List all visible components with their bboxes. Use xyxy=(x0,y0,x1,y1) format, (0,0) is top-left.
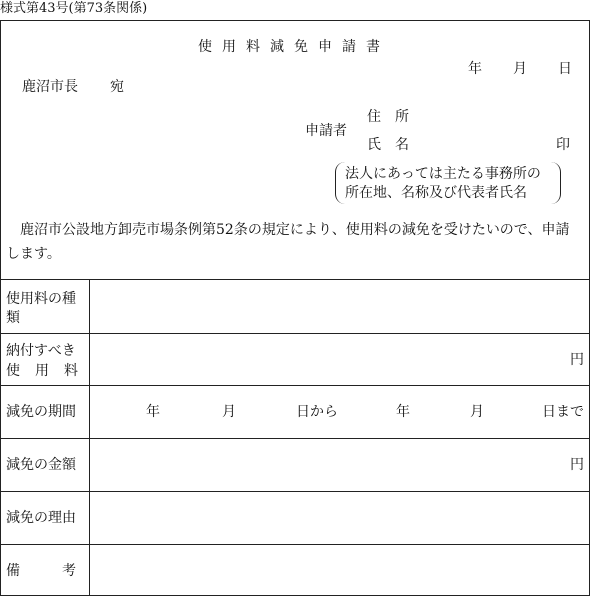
addressee-name: 鹿沼市長 xyxy=(22,79,78,95)
applicant-label: 申請者 xyxy=(305,123,347,139)
fee-type-label-line1: 使用料の種 xyxy=(6,291,76,307)
payable-fee-label-line2 xyxy=(6,364,93,378)
period-end-year-label: 年 xyxy=(396,404,410,420)
address-label-text: 住所 xyxy=(367,109,423,125)
period-start-day-label: 日から xyxy=(296,404,338,420)
date-month-label: 月 xyxy=(513,61,527,77)
payable-fee-label-line1: 納付すべき xyxy=(6,343,76,359)
address-label xyxy=(367,109,423,125)
remarks-label-text: 備考 xyxy=(6,563,118,579)
exemption-amount-field[interactable] xyxy=(90,439,590,490)
seal-mark: 印 xyxy=(556,137,570,153)
exemption-reason-label: 減免の理由 xyxy=(6,510,76,526)
payable-fee-field[interactable] xyxy=(90,334,590,384)
name-label-text: 氏名 xyxy=(367,137,423,153)
date-day-label: 日 xyxy=(558,61,572,77)
period-start-month-label: 月 xyxy=(222,404,236,420)
form-number-label: 様式第43号(第73条関係) xyxy=(0,1,148,16)
exemption-reason-field[interactable] xyxy=(90,492,590,543)
exemption-amount-label: 減免の金額 xyxy=(6,457,76,473)
date-year-label: 年 xyxy=(468,61,482,77)
application-statement-line1: 鹿沼市公設地方卸売市場条例第52条の規定により、使用料の減免を受けたいので、申請 xyxy=(20,222,570,238)
period-end-month-label: 月 xyxy=(470,404,484,420)
addressee-suffix: 宛 xyxy=(110,79,124,95)
exemption-period-label: 減免の期間 xyxy=(6,404,76,420)
fee-type-field[interactable] xyxy=(90,280,590,332)
application-statement-line2: します。 xyxy=(6,246,61,262)
exemption-amount-unit: 円 xyxy=(570,457,584,473)
corporation-note-line2: 所在地、名称及び代表者氏名 xyxy=(345,185,527,201)
payable-fee-label-line2-text: 使用料 xyxy=(6,363,93,379)
period-start-year-label: 年 xyxy=(146,404,160,420)
period-end-day-label: 日まで xyxy=(542,404,584,420)
fee-type-label-line2: 類 xyxy=(6,310,20,326)
form-title: 使用料減免申請書 xyxy=(198,39,390,55)
name-label xyxy=(367,138,423,152)
corporation-note-line1: 法人にあっては主たる事務所の xyxy=(345,166,541,182)
payable-fee-unit: 円 xyxy=(570,352,584,368)
remarks-field[interactable] xyxy=(90,545,590,595)
